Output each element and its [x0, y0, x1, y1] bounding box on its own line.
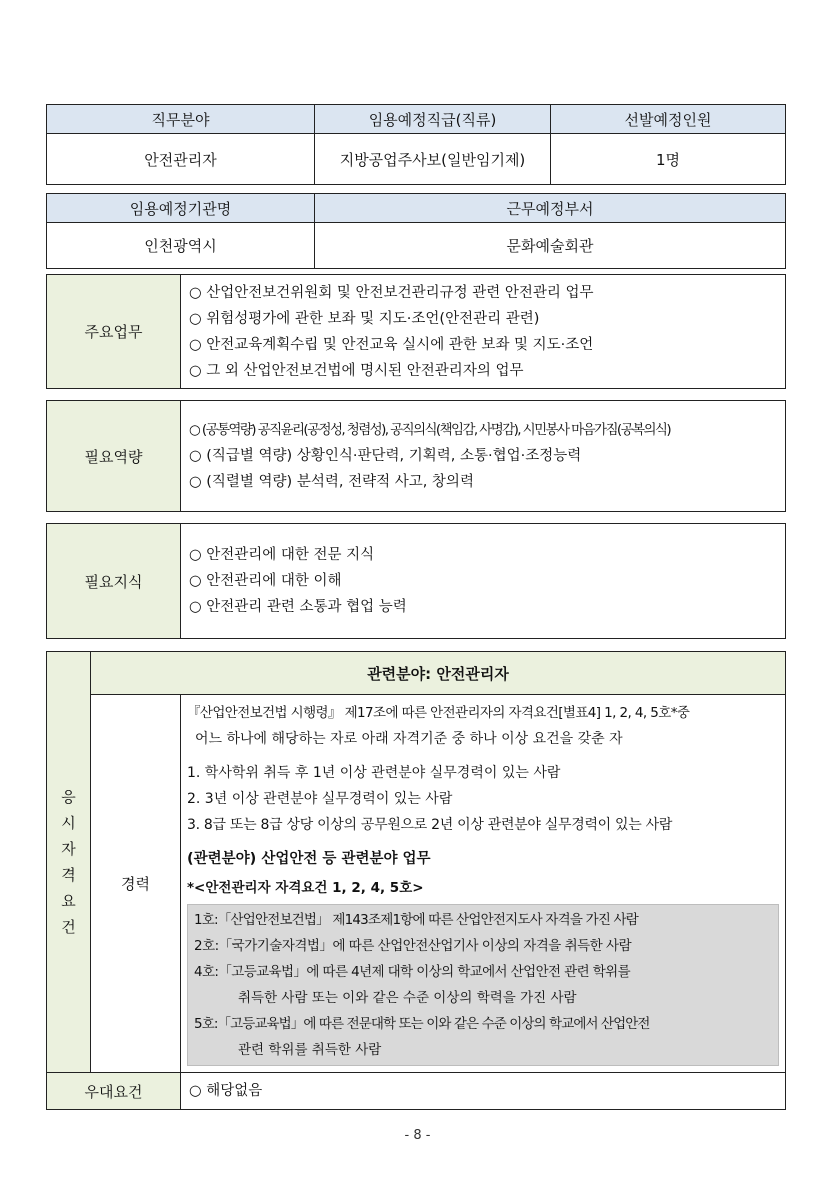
- header-rank: 임용예정직급(직류): [315, 105, 551, 134]
- value-job-field: 안전관리자: [47, 134, 315, 185]
- requirements-table: [46, 651, 786, 1110]
- header-headcount: 선발예정인원: [551, 105, 786, 134]
- value-department: 문화예술회관: [315, 223, 786, 269]
- duties-table: [46, 274, 786, 389]
- criteria-title: *<안전관리자 자격요건 1, 2, 4, 5호>: [187, 879, 424, 896]
- list-item: ○ (직렬별 역량) 분석력, 전략적 사고, 창의력: [189, 474, 474, 490]
- knowledge-list: [181, 524, 786, 639]
- list-item: ○ 안전관리에 대한 이해: [189, 573, 342, 589]
- list-item: ○ 안전교육계획수립 및 안전교육 실시에 관한 보좌 및 지도·조언: [189, 336, 594, 353]
- criteria-item: 1호:「산업안전보건법」 제143조제1항에 따른 산업안전지도사 자격을 가진 사람: [194, 911, 639, 928]
- intro-line: 어느 하나에 해당하는 자로 아래 자격기준 중 하나 이상 요건을 갖춘 자: [195, 730, 623, 747]
- header-department: 근무예정부서: [315, 194, 786, 223]
- list-item: ○ 안전관리 관련 소통과 협업 능력: [189, 599, 407, 615]
- list-item: 1. 학사학위 취득 후 1년 이상 관련분야 실무경력이 있는 사람: [187, 764, 561, 781]
- header-job-field: 직무분야: [47, 105, 315, 134]
- career-criteria-list: [187, 760, 779, 838]
- list-item: ○ 산업안전보건위원회 및 안전보건관리규정 관련 안전관리 업무: [189, 284, 594, 301]
- duties-label: 주요업무: [47, 275, 181, 389]
- list-item: ○ 그 외 산업안전보건법에 명시된 안전관리자의 업무: [189, 362, 524, 379]
- field-title: 관련분야: 안전관리자: [91, 652, 786, 695]
- list-item: ○ 위험성평가에 관한 보좌 및 지도·조언(안전관리 관련): [189, 310, 540, 327]
- preference-label: 우대요건: [47, 1073, 181, 1110]
- career-content: [181, 695, 786, 1073]
- list-item: 2. 3년 이상 관련분야 실무경력이 있는 사람: [187, 790, 453, 807]
- value-headcount: 1명: [551, 134, 786, 185]
- criteria-box: [187, 904, 779, 1066]
- related-field: (관련분야) 산업안전 등 관련분야 업무: [187, 850, 431, 867]
- job-info-table: [46, 104, 786, 185]
- page-number: - 8 -: [404, 1128, 431, 1143]
- criteria-item: 5호:「고등교육법」에 따른 전문대학 또는 이와 같은 수준 이상의 학교에서 산업안전: [194, 1015, 650, 1032]
- preference-value: ○ 해당없음: [181, 1073, 786, 1110]
- knowledge-table: [46, 523, 786, 639]
- competency-table: [46, 400, 786, 512]
- duties-list: [181, 275, 786, 389]
- requirements-vertical-label: 응 시 자 격 요 건: [47, 652, 91, 1073]
- intro-line: 『산업안전보건법 시행령』 제17조에 따른 안전관리자의 자격요건[별표4] 1, 2, 4, 5호*중: [187, 704, 690, 721]
- criteria-item: 4호:「고등교육법」에 따른 4년제 대학 이상의 학교에서 산업안전 관련 학위를: [194, 963, 631, 980]
- criteria-item: 관련 학위를 취득한 사람: [238, 1041, 382, 1058]
- value-rank: 지방공업주사보(일반임기제): [315, 134, 551, 185]
- career-label: 경력: [91, 695, 181, 1073]
- header-agency: 임용예정기관명: [47, 194, 315, 223]
- knowledge-label: 필요지식: [47, 524, 181, 639]
- criteria-item: 2호:「국가기술자격법」에 따른 산업안전산업기사 이상의 자격을 취득한 사람: [194, 937, 632, 954]
- competency-label: 필요역량: [47, 401, 181, 512]
- value-agency: 인천광역시: [47, 223, 315, 269]
- list-item: ○ 안전관리에 대한 전문 지식: [189, 547, 375, 563]
- career-intro: [187, 700, 779, 752]
- list-item: ○ (직급별 역량) 상황인식·판단력, 기획력, 소통·협업·조정능력: [189, 448, 582, 464]
- agency-info-table: [46, 193, 786, 269]
- list-item: 3. 8급 또는 8급 상당 이상의 공무원으로 2년 이상 관련분야 실무경력이 있는 사람: [187, 816, 673, 833]
- list-item: ○ (공통역량) 공직윤리(공정성, 청렴성), 공직의식(책임감, 사명감), 시민봉사 마음가짐(공복의식): [189, 422, 670, 438]
- competency-list: [181, 401, 786, 512]
- criteria-item: 취득한 사람 또는 이와 같은 수준 이상의 학력을 가진 사람: [238, 989, 577, 1006]
